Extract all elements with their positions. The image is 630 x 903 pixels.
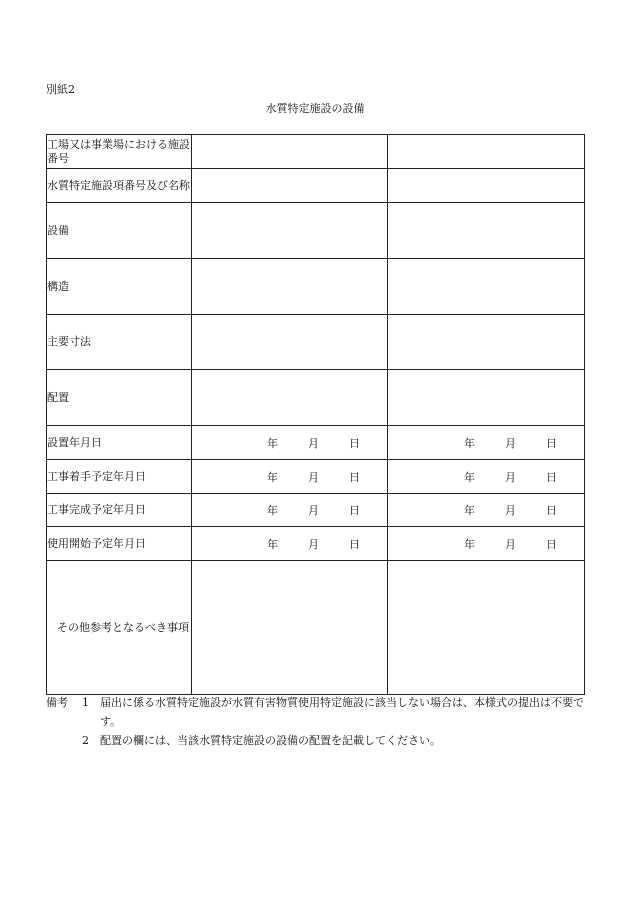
month-unit: 月 — [308, 470, 319, 484]
table-row — [47, 370, 585, 426]
year-unit: 年 — [267, 504, 278, 517]
row-label-construction-start-date: 工事着手予定年月日 — [47, 460, 192, 494]
table-row — [47, 315, 585, 370]
input-cell[interactable] — [192, 561, 388, 695]
row-label-operation-start-date: 使用開始予定年月日 — [47, 527, 192, 561]
input-cell[interactable] — [388, 203, 585, 259]
table-row — [47, 460, 585, 494]
year-unit: 年 — [464, 537, 475, 551]
remark-item — [46, 731, 591, 750]
remark-text: 届出に係る水質特定施設が水質有害物質使用特定施設に該当しない場合は、本様式の提出は不要です。 — [100, 696, 584, 728]
table-row — [47, 494, 585, 527]
row-label-structure: 構造 — [47, 259, 192, 315]
day-unit: 日 — [349, 504, 360, 517]
year-unit: 年 — [464, 470, 475, 484]
day-unit: 日 — [546, 470, 557, 484]
table-row — [47, 203, 585, 259]
date-cell[interactable] — [192, 426, 388, 460]
year-unit: 年 — [267, 470, 278, 484]
table-row — [47, 259, 585, 315]
year-unit: 年 — [464, 504, 475, 517]
date-cell[interactable] — [388, 426, 585, 460]
date-cell[interactable] — [192, 494, 388, 527]
input-cell[interactable] — [388, 259, 585, 315]
row-label-installation-date: 設置年月日 — [47, 426, 192, 460]
row-label-facility-number: 工場又は事業場における施設番号 — [47, 135, 192, 169]
year-unit: 年 — [464, 436, 475, 450]
annex-label: 別紙2 — [46, 83, 75, 96]
month-unit: 月 — [505, 470, 516, 484]
day-unit: 日 — [349, 470, 360, 484]
table-row — [47, 561, 585, 695]
row-label-construction-completion-date: 工事完成予定年月日 — [47, 494, 192, 527]
day-unit: 日 — [349, 537, 360, 551]
date-cell[interactable] — [388, 527, 585, 561]
remark-number: 2 — [82, 734, 89, 747]
row-label-other-reference: その他参考となるべき事項 — [47, 561, 192, 695]
input-cell[interactable] — [192, 259, 388, 315]
input-cell[interactable] — [388, 370, 585, 426]
input-cell[interactable] — [388, 169, 585, 203]
remark-text: 配置の欄には、当該水質特定施設の設備の配置を記載してください。 — [100, 734, 441, 747]
month-unit: 月 — [505, 504, 516, 517]
remarks-heading: 備考 — [46, 696, 68, 709]
input-cell[interactable] — [388, 135, 585, 169]
row-label-main-dimensions: 主要寸法 — [47, 315, 192, 370]
input-cell[interactable] — [192, 135, 388, 169]
input-cell[interactable] — [192, 370, 388, 426]
day-unit: 日 — [546, 504, 557, 517]
month-unit: 月 — [308, 504, 319, 517]
table-row — [47, 135, 585, 169]
table-row — [47, 426, 585, 460]
day-unit: 日 — [546, 537, 557, 551]
date-cell[interactable] — [192, 527, 388, 561]
day-unit: 日 — [546, 436, 557, 450]
remark-item — [46, 693, 591, 731]
table-row — [47, 527, 585, 561]
page-title: 水質特定施設の設備 — [265, 102, 365, 115]
row-label-equipment: 設備 — [47, 203, 192, 259]
date-cell[interactable] — [388, 460, 585, 494]
month-unit: 月 — [308, 537, 319, 551]
date-cell[interactable] — [192, 460, 388, 494]
table-row — [47, 169, 585, 203]
remark-number: 1 — [82, 696, 89, 709]
remarks — [46, 693, 591, 750]
facility-equipment-table — [46, 134, 585, 695]
input-cell[interactable] — [192, 169, 388, 203]
month-unit: 月 — [505, 537, 516, 551]
row-label-item-number-name: 水質特定施設項番号及び名称 — [47, 169, 192, 203]
year-unit: 年 — [267, 436, 278, 450]
input-cell[interactable] — [388, 561, 585, 695]
year-unit: 年 — [267, 537, 278, 551]
month-unit: 月 — [308, 436, 319, 450]
input-cell[interactable] — [388, 315, 585, 370]
day-unit: 日 — [349, 436, 360, 450]
date-cell[interactable] — [388, 494, 585, 527]
month-unit: 月 — [505, 436, 516, 450]
input-cell[interactable] — [192, 203, 388, 259]
row-label-layout: 配置 — [47, 370, 192, 426]
input-cell[interactable] — [192, 315, 388, 370]
